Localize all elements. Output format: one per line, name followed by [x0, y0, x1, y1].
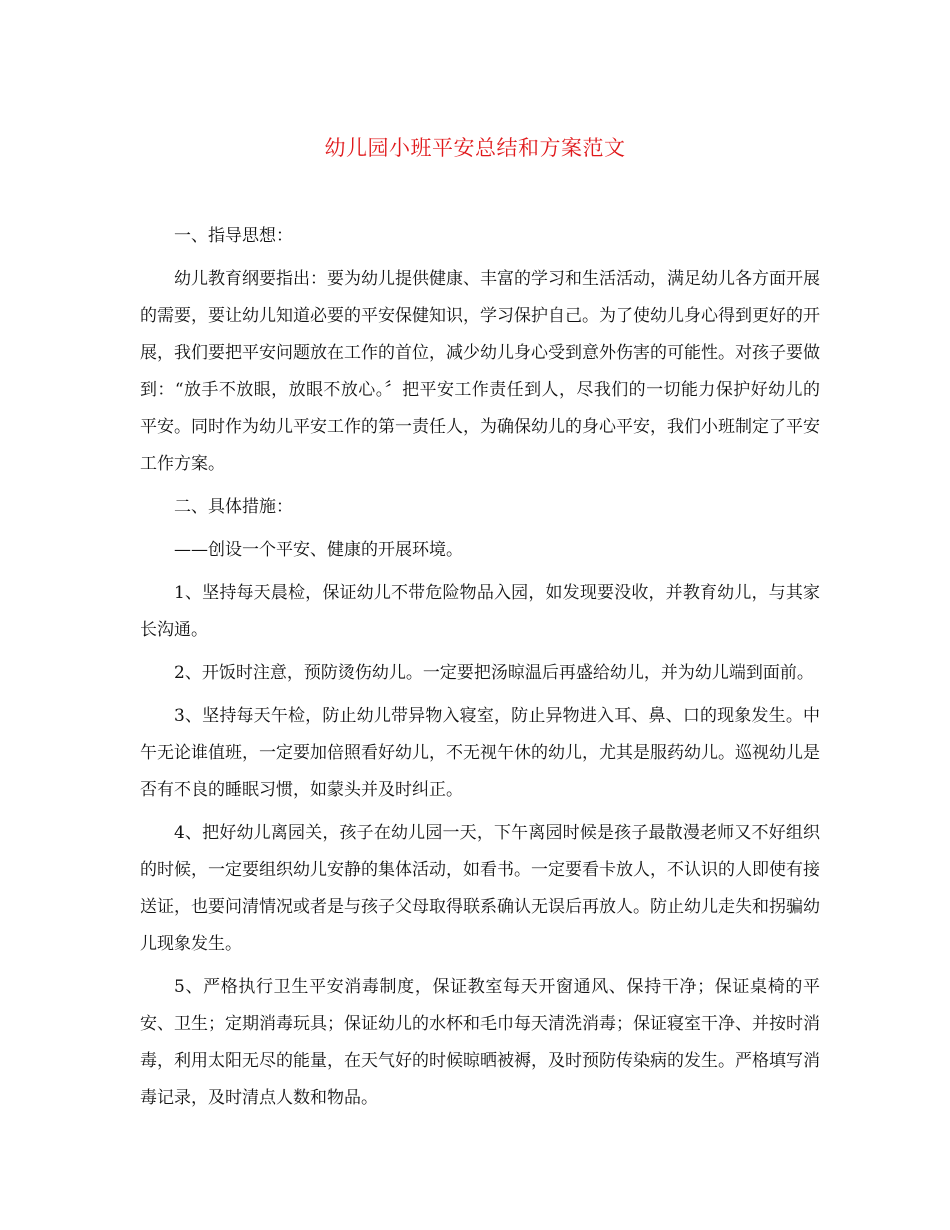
paragraph-environment: ——创设一个平安、健康的开展环境。 — [174, 540, 463, 560]
paragraph-measure-5: 5、严格执行卫生平安消毒制度，保证教室每天开窗通风、保持干净；保证桌椅的平安、卫生；定期消毒玩具；保证幼儿的水杯和毛巾每天清洗消毒；保证寝室干净、并按时消毒，利用太阳无尽的能量，在天气好的时候晾晒被褥，及时预防传染病的发生。严格填写消毒记录，及时清点人数和物品。 — [140, 977, 820, 1108]
paragraph-measure-3: 3、坚持每天午检，防止幼儿带异物入寝室，防止异物进入耳、鼻、口的现象发生。中午无论谁值班，一定要加倍照看好幼儿，不无视午休的幼儿，尤其是服药幼儿。巡视幼儿是否有不良的睡眠习惯，如蒙头并及时纠正。 — [140, 706, 820, 800]
section-heading-specific-measures: 二、具体措施： — [174, 497, 293, 517]
paragraph-guiding-ideology: 幼儿教育纲要指出：要为幼儿提供健康、丰富的学习和生活活动，满足幼儿各方面开展的需要，要让幼儿知道必要的平安保健知识，学习保护自己。为了使幼儿身心得到更好的开展，我们要把平安问题放在工作的首位，减少幼儿身心受到意外伤害的可能性。对孩子要做到：“放手不放眼，放眼不放心。〞把平安工作责任到人，尽我们的一切能力保护好幼儿的平安。同时作为幼儿平安工作的第一责任人，为确保幼儿的身心平安，我们小班制定了平安工作方案。 — [140, 269, 820, 474]
paragraph-measure-2: 2、开饭时注意，预防烫伤幼儿。一定要把汤晾温后再盛给幼儿，并为幼儿端到面前。 — [174, 663, 814, 683]
paragraph-measure-1: 1、坚持每天晨检，保证幼儿不带危险物品入园，如发现要没收，并教育幼儿，与其家长沟通。 — [140, 583, 820, 640]
paragraph-measure-4: 4、把好幼儿离园关，孩子在幼儿园一天，下午离园时候是孩子最散漫老师又不好组织的时候，一定要组织幼儿安静的集体活动，如看书。一定要看卡放人，不认识的人即使有接送证，也要问清情况或者是与孩子父母取得联系确认无误后再放人。防止幼儿走失和拐骗幼儿现象发生。 — [140, 823, 820, 954]
section-heading-guiding-ideology: 一、指导思想： — [174, 226, 293, 246]
document-title: 幼儿园小班平安总结和方案范文 — [324, 136, 626, 160]
document-body — [140, 218, 820, 1117]
